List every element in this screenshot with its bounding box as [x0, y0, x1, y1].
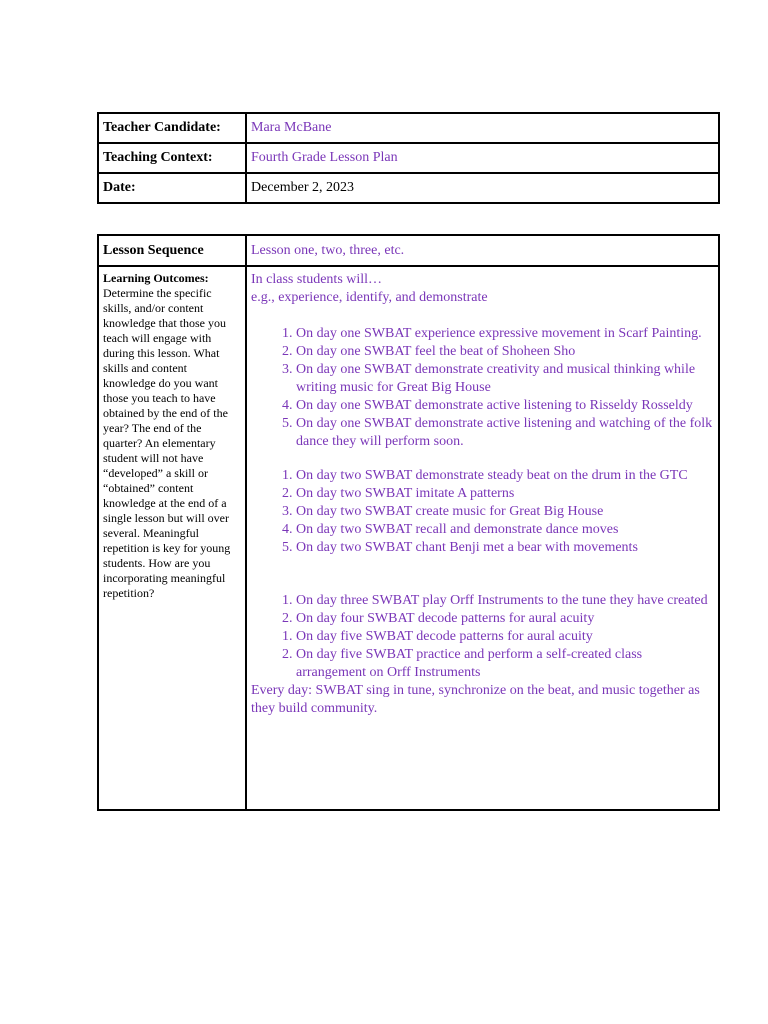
list-item: 2. On day four SWBAT decode patterns for aural acuity — [296, 610, 714, 628]
table-row — [98, 173, 719, 203]
day-five-list — [251, 628, 714, 682]
list-item: 2. On day two SWBAT imitate A patterns — [296, 485, 714, 503]
day-one-list — [251, 325, 714, 451]
learning-outcomes-cell — [98, 266, 246, 810]
teaching-context-label: Teaching Context: — [98, 143, 246, 173]
teacher-candidate-value: Mara McBane — [246, 113, 719, 143]
list-item: 4. On day one SWBAT demonstrate active listening to Risseldy Rosseldy — [296, 397, 714, 415]
list-item: 3. On day one SWBAT demonstrate creativity and musical thinking while writing music for Great Big House — [296, 361, 714, 397]
date-label: Date: — [98, 173, 246, 203]
learning-outcomes-description: Determine the specific skills, and/or content knowledge that those you teach will engage with during this lesson. What skills and content knowledge do you want those you teach to have obtained by the end of the year? The end of the quarter? An elementary student will not have “developed” a skill or “obtained” content knowledge at the end of a single lesson but will over several. Meaningful repetition is key for young students. How are you incorporating meaningful repetition? — [103, 286, 231, 600]
list-item: 1. On day five SWBAT decode patterns for aural acuity — [296, 628, 714, 646]
day-two-list — [251, 467, 714, 557]
list-item: 1. On day two SWBAT demonstrate steady beat on the drum in the GTC — [296, 467, 714, 485]
date-value: December 2, 2023 — [246, 173, 719, 203]
teacher-candidate-label: Teacher Candidate: — [98, 113, 246, 143]
list-item: 4. On day two SWBAT recall and demonstrate dance moves — [296, 521, 714, 539]
lesson-sequence-label: Lesson Sequence — [98, 235, 246, 266]
list-item: 3. On day two SWBAT create music for Great Big House — [296, 503, 714, 521]
lesson-table — [97, 234, 720, 811]
table-row — [98, 235, 719, 266]
list-item: 5. On day two SWBAT chant Benji met a bear with movements — [296, 539, 714, 557]
table-row — [98, 143, 719, 173]
outcomes-content-cell — [246, 266, 719, 810]
day-three-four-list — [251, 592, 714, 628]
table-row — [98, 113, 719, 143]
teacher-info-table — [97, 112, 720, 204]
list-item: 5. On day one SWBAT demonstrate active listening and watching of the folk dance they will perform soon. — [296, 415, 714, 451]
every-day-statement: Every day: SWBAT sing in tune, synchronize on the beat, and music together as they build community. — [251, 683, 700, 716]
intro-line: In class students will… — [251, 272, 383, 287]
learning-outcomes-text — [103, 271, 241, 601]
intro-example-line: e.g., experience, identify, and demonstrate — [251, 290, 488, 305]
list-item: 1. On day three SWBAT play Orff Instruments to the tune they have created — [296, 592, 714, 610]
list-item: 2. On day one SWBAT feel the beat of Shoheen Sho — [296, 343, 714, 361]
list-item: 2. On day five SWBAT practice and perform a self-created class arrangement on Orff Instruments — [296, 646, 714, 682]
teaching-context-value: Fourth Grade Lesson Plan — [246, 143, 719, 173]
learning-outcomes-label: Learning Outcomes: — [103, 271, 209, 285]
lesson-sequence-value: Lesson one, two, three, etc. — [246, 235, 719, 266]
list-item: 1. On day one SWBAT experience expressive movement in Scarf Painting. — [296, 325, 714, 343]
table-row — [98, 266, 719, 810]
